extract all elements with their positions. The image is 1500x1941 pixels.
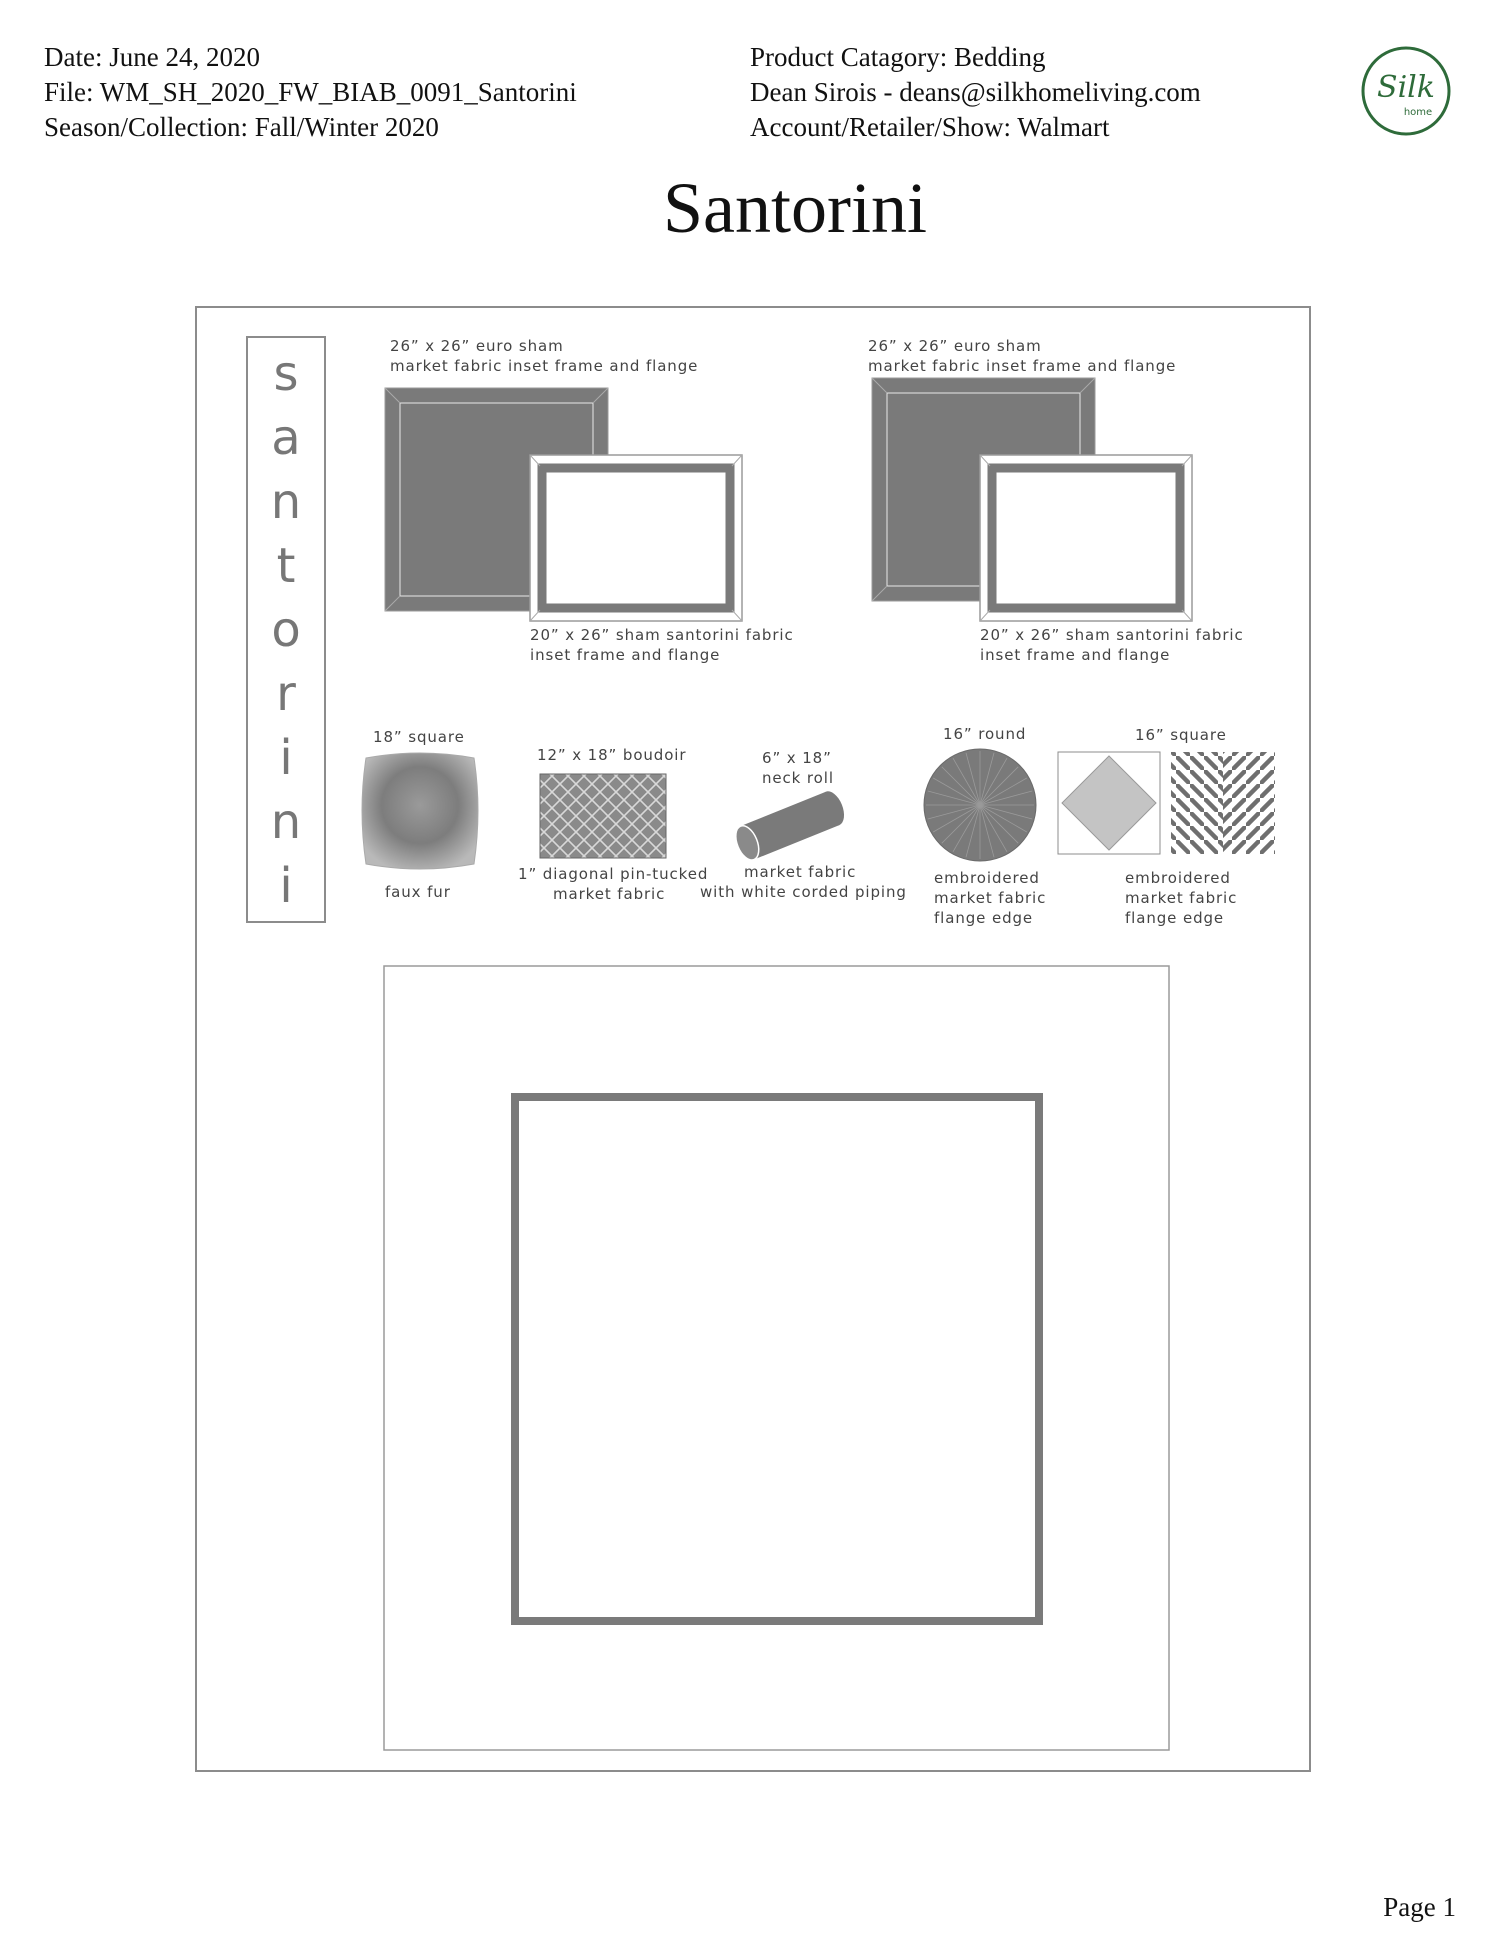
boudoir-top-label: 12” x 18” boudoir bbox=[537, 746, 687, 764]
side-label-letter: i bbox=[279, 858, 293, 914]
sham-group-1 bbox=[385, 337, 794, 664]
logo-subtext: home bbox=[1403, 107, 1433, 118]
sham-2-label-1: 20” x 26” sham santorini fabric bbox=[980, 626, 1244, 644]
euro-sham-2-label-2: market fabric inset frame and flange bbox=[868, 357, 1177, 375]
side-label-letter: s bbox=[273, 346, 299, 402]
side-label-letter: t bbox=[276, 538, 296, 594]
square-bottom-label-1: embroidered bbox=[1125, 869, 1231, 887]
neck-roll-top-label-2: neck roll bbox=[762, 769, 834, 787]
sham-1-label-1: 20” x 26” sham santorini fabric bbox=[530, 626, 794, 644]
sham-2 bbox=[980, 455, 1192, 621]
svg-text:santorini bbox=[271, 346, 301, 914]
comforter bbox=[384, 966, 1169, 1750]
sham-2-label-2: inset frame and flange bbox=[980, 646, 1171, 664]
page-title: Santorini bbox=[663, 168, 927, 248]
logo-text: Silk bbox=[1377, 70, 1435, 105]
neck-roll-bottom-label-1: market fabric bbox=[744, 863, 857, 881]
header-date: Date: June 24, 2020 bbox=[44, 42, 260, 72]
header-file: File: WM_SH_2020_FW_BIAB_0091_Santorini bbox=[44, 77, 577, 107]
round-bottom-label-1: embroidered bbox=[934, 869, 1040, 887]
round-bottom-label-3: flange edge bbox=[934, 909, 1034, 927]
square-pillow bbox=[1058, 726, 1275, 927]
euro-sham-2-label-1: 26” x 26” euro sham bbox=[868, 337, 1042, 355]
sham-1 bbox=[530, 455, 742, 621]
square-top-label: 16” square bbox=[1135, 726, 1227, 744]
square-bottom-label-3: flange edge bbox=[1125, 909, 1225, 927]
faux-fur-bottom-label: faux fur bbox=[385, 883, 451, 901]
neck-roll-top-label-1: 6” x 18” bbox=[762, 749, 832, 767]
side-label-letter: i bbox=[279, 730, 293, 786]
header-season: Season/Collection: Fall/Winter 2020 bbox=[44, 112, 439, 142]
euro-sham-1-label-2: market fabric inset frame and flange bbox=[390, 357, 699, 375]
euro-sham-1-label-1: 26” x 26” euro sham bbox=[390, 337, 564, 355]
sham-1-label-2: inset frame and flange bbox=[530, 646, 721, 664]
sham-group-2 bbox=[868, 337, 1244, 664]
side-label-letter: a bbox=[271, 410, 301, 466]
header-category: Product Catagory: Bedding bbox=[750, 42, 1046, 72]
round-pillow bbox=[924, 725, 1046, 927]
round-bottom-label-2: market fabric bbox=[934, 889, 1047, 907]
faux-fur-top-label: 18” square bbox=[373, 728, 465, 746]
faux-fur-pillow bbox=[362, 728, 478, 901]
header-account: Account/Retailer/Show: Walmart bbox=[750, 112, 1110, 142]
side-label-letter: r bbox=[276, 666, 296, 722]
neck-roll-bottom-label-2: with white corded piping bbox=[700, 883, 907, 901]
boudoir-pillow bbox=[518, 746, 708, 903]
side-label bbox=[247, 337, 325, 922]
round-top-label: 16” round bbox=[943, 725, 1027, 743]
side-label-letter: n bbox=[270, 474, 302, 530]
boudoir-bottom-label-2: market fabric bbox=[553, 885, 666, 903]
square-bottom-label-2: market fabric bbox=[1125, 889, 1238, 907]
boudoir-bottom-label-1: 1” diagonal pin-tucked bbox=[518, 865, 709, 883]
header-contact: Dean Sirois - deans@silkhomeliving.com bbox=[750, 77, 1201, 107]
side-label-letter: o bbox=[271, 602, 301, 658]
page-number: Page 1 bbox=[1383, 1892, 1456, 1922]
side-label-letter: n bbox=[270, 794, 302, 850]
neck-roll-pillow bbox=[700, 749, 907, 901]
